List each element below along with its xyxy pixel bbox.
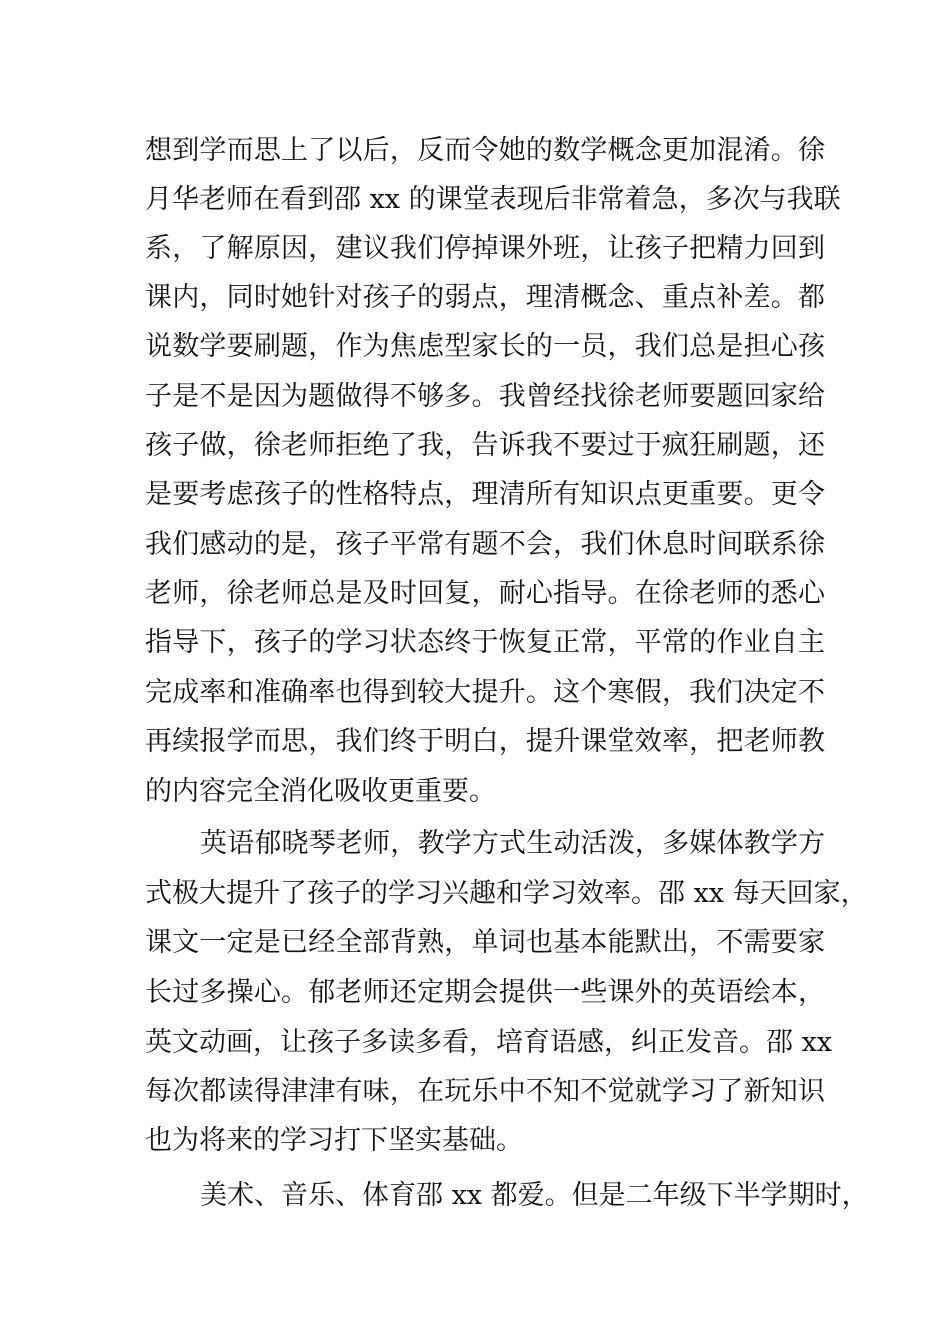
text-line: 我们感动的是，孩子平常有题不会，我们休息时间联系徐 [145, 529, 825, 560]
text-line: 是要考虑孩子的性格特点，理清所有知识点更重要。更令 [145, 479, 825, 510]
text-line: 课内，同时她针对孩子的弱点，理清概念、重点补差。都 [145, 282, 825, 313]
text-line: 再续报学而思，我们终于明白，提升课堂效率，把老师教 [145, 726, 825, 757]
text-line: 指导下，孩子的学习状态终于恢复正常，平常的作业自主 [145, 627, 825, 658]
text-line: 的内容完全消化吸收更重要。 [145, 776, 496, 807]
text-line: 长过多操心。郁老师还定期会提供一些课外的英语绘本， [145, 977, 825, 1008]
text-line: 式极大提升了孩子的学习兴趣和学习效率。邵 xx 每天回家， [145, 878, 868, 909]
text-line: 美术、音乐、体育邵 xx 都爱。但是二年级下半学期时， [200, 1180, 869, 1211]
text-line: 系，了解原因，建议我们停掉课外班，让孩子把精力回到 [145, 233, 825, 264]
text-line: 课文一定是已经全部背熟，单词也基本能默出，不需要家 [145, 927, 825, 958]
text-line: 孩子做，徐老师拒绝了我，告诉我不要过于疯狂刷题，还 [145, 430, 825, 461]
text-line: 想到学而思上了以后，反而令她的数学概念更加混淆。徐 [145, 135, 825, 166]
text-line: 老师，徐老师总是及时回复，耐心指导。在徐老师的悉心 [145, 578, 825, 609]
text-line: 也为将来的学习打下坚实基础。 [145, 1125, 523, 1156]
text-line: 说数学要刷题，作为焦虑型家长的一员，我们总是担心孩 [145, 331, 825, 362]
text-line: 子是不是因为题做得不够多。我曾经找徐老师要题回家给 [145, 381, 825, 412]
text-line: 英语郁晓琴老师，教学方式生动活泼，多媒体教学方 [200, 828, 825, 859]
text-line: 月华老师在看到邵 xx 的课堂表现后非常着急，多次与我联 [145, 184, 841, 215]
text-line: 每次都读得津津有味，在玩乐中不知不觉就学习了新知识 [145, 1076, 825, 1107]
text-line: 完成率和准确率也得到较大提升。这个寒假，我们决定不 [145, 677, 825, 708]
text-line: 英文动画，让孩子多读多看，培育语感，纠正发音。邵 xx [145, 1027, 833, 1058]
